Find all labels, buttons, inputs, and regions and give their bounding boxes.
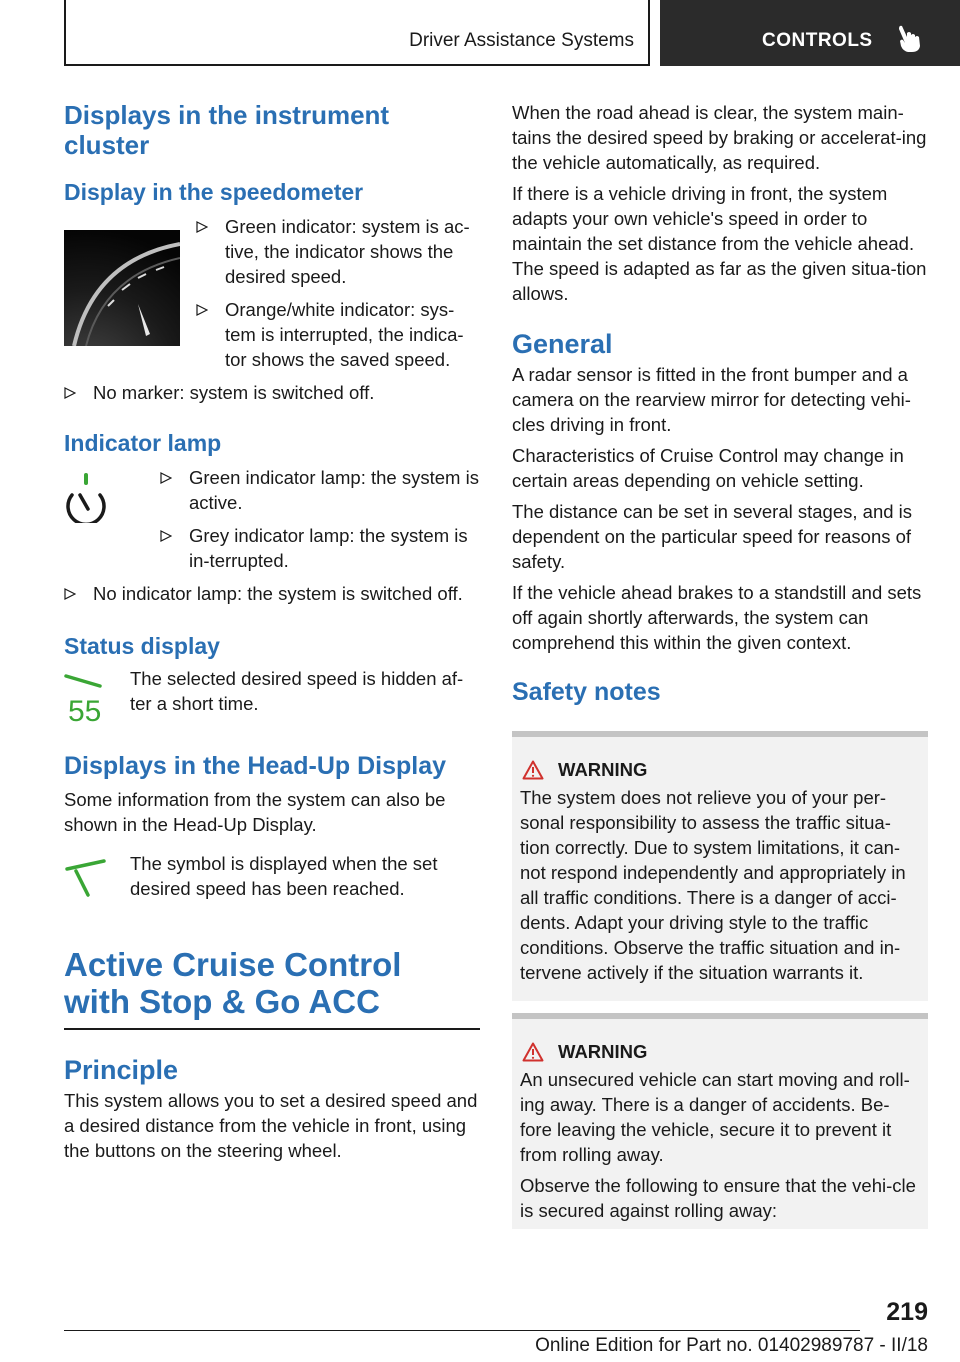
speedometer-bullet-green: Green indicator: system is ac-tive, the indicator shows the desired speed. [196,214,480,289]
footer-edition: Online Edition for Part no. 01402989787 - II/18 [535,1335,928,1356]
hud-heading: Displays in the Head-Up Display [64,752,447,780]
general-text-3: The distance can be set in several stages, and is dependent on the particular speed for reasons of safety. [512,501,913,572]
footer-divider [64,1330,860,1331]
warning-title-2: WARNING [520,1041,920,1063]
indicator-lamp-heading: Indicator lamp [64,430,222,456]
header-section-box [64,0,650,66]
status-display-heading: Status display [64,633,220,659]
header-chapter-tab[interactable] [660,0,960,66]
displays-heading: Displays in the instrument cluster [64,100,390,160]
cruise-indicator-lamp-icon [64,473,108,523]
road-clear-text: When the road ahead is clear, the system main-tains the desired speed by braking or accelerat-ing the vehicle automatically, as required. [512,102,927,173]
principle-text: This system allows you to set a desired speed and a desired distance from the vehicle in front, using the buttons on the steering wheel. [64,1089,478,1161]
warning-text-2b: Observe the following to ensure that the vehi-cle is secured against rolling away: [520,1175,916,1221]
triangle-bullet-icon [160,472,172,484]
status-display-text: The selected desired speed is hidden af-ter a short time. [130,668,464,714]
speedometer-heading: Display in the speedometer [64,179,364,205]
warning-text-1: The system does not relieve you of your per-sonal responsibility to assess the traffic situa-tion correctly. Due to system limitations, it can-not respond independently and appropriately in all traffic conditions. There is a danger of acci-dents. Adapt your driving style to the traffic conditions. Observe the traffic situation and in-tervene actively if the situation warrants it. [520,787,906,983]
warning-box-1 [512,731,928,1001]
general-heading: General [512,329,613,359]
principle-heading: Principle [64,1054,179,1085]
warning-triangle-icon [522,760,544,780]
general-text-4: If the vehicle ahead brakes to a standstill and sets off again shortly afterwards, the system can comprehend this within the given context. [512,582,922,653]
no-lamp-bullet: No indicator lamp: the system is switched off. [64,581,480,606]
hud-text: Some information from the system can also be shown in the Head-Up Display. [64,789,446,835]
general-text-2: Characteristics of Cruise Control may change in certain areas depending on vehicle setting. [512,445,904,491]
hud-speed-reached-icon [64,859,108,903]
safety-notes-heading: Safety notes [512,678,661,706]
warning-text-2a: An unsecured vehicle can start moving and roll-ing away. There is a danger of accidents. Be-fore leaving the vehicle, secure it to prevent it from rolling away. [520,1069,910,1165]
triangle-bullet-icon [196,221,208,233]
general-text-1: A radar sensor is fitted in the front bumper and a camera on the rearview mirror for detecting vehi-cles driving in front. [512,364,911,435]
status-speed-number: 55 [68,695,102,728]
no-marker-bullet: No marker: system is switched off. [64,380,480,405]
header-section-title: Driver Assistance Systems [409,30,634,51]
warning-box-2 [512,1013,928,1229]
acc-chapter-heading: Active Cruise Control with Stop & Go ACC [64,946,402,1020]
acc-heading-divider [64,1028,480,1030]
left-column [64,100,480,1163]
warning-title-1: WARNING [520,759,920,781]
pointing-hand-icon [896,24,924,54]
triangle-bullet-icon [160,530,172,542]
warning-triangle-icon [522,1042,544,1062]
speedometer-image [64,230,180,346]
triangle-bullet-icon [64,387,76,399]
triangle-bullet-icon [64,588,76,600]
header-chapter-title: CONTROLS [762,30,873,51]
vehicle-ahead-text: If there is a vehicle driving in front, the system adapts your own vehicle's speed in order to maintain the set distance from the vehicle ahead. The speed is adapted as far as the given situa-tion allows. [512,183,927,304]
lamp-bullet-green: Green indicator lamp: the system is active. [160,465,480,515]
lamp-bullet-grey: Grey indicator lamp: the system is in-terrupted. [160,523,480,573]
speedometer-bullet-orange: Orange/white indicator: sys-tem is interrupted, the indica-tor shows the saved speed. [196,297,480,372]
right-column [512,100,928,1229]
triangle-bullet-icon [196,304,208,316]
page-number: 219 [886,1298,928,1326]
hud-symbol-text: The symbol is displayed when the set desired speed has been reached. [130,853,438,899]
